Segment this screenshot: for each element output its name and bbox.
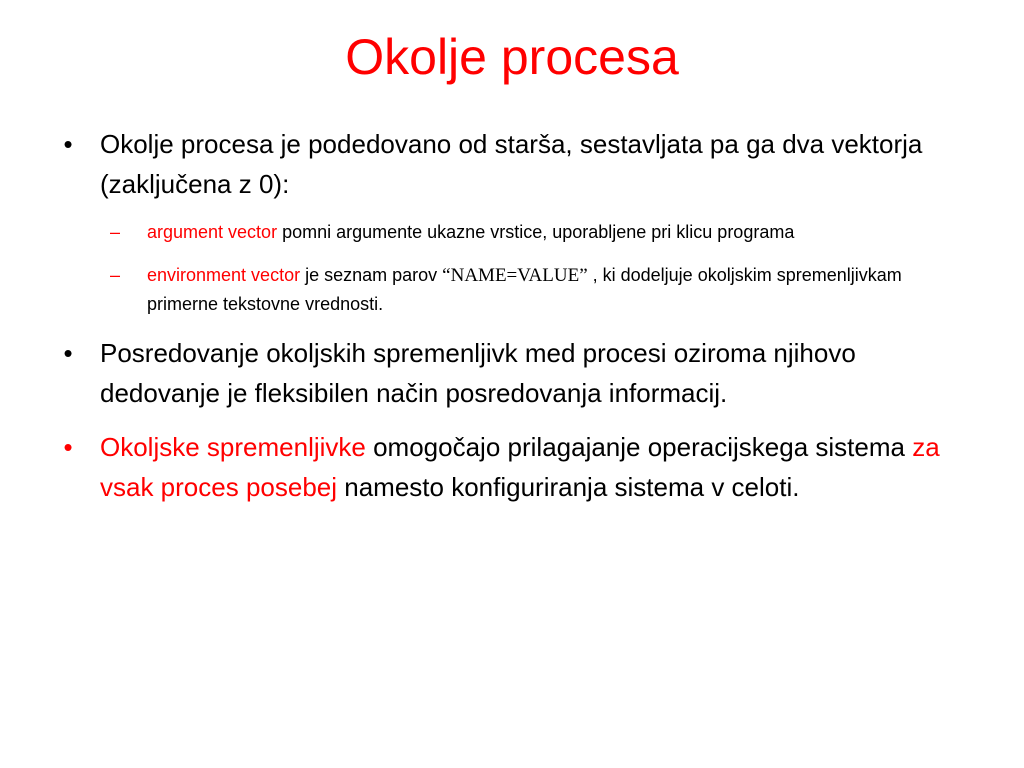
bullet-marker: • (63, 338, 73, 368)
sub-bullet-text-after: , ki dodeljuje okoljskim spremenljivkam primerne tekstovne vrednosti. (147, 265, 902, 314)
bullet-marker: • (63, 432, 73, 462)
bullet-process-environment (58, 124, 968, 204)
sub-bullet-list (58, 218, 968, 319)
bullet-environment-variables (58, 427, 968, 507)
bullet-text-part-2: namesto konfiguriranja sistema v celoti. (337, 472, 800, 502)
highlight-za-vsak-proces: za vsak proces posebej (100, 432, 940, 502)
bullet-text: Posredovanje okoljskih spremenljivk med procesi oziroma njihovo dedovanje je fleksibilen način posredovanja informacij. (100, 338, 856, 408)
sub-bullet-text-before: je seznam parov (305, 265, 443, 285)
term-environment-vector: environment vector (147, 265, 301, 285)
bullet-text-part-1: omogočajo prilagajanje operacijskega sistema (365, 432, 913, 462)
sub-bullet-marker: – (109, 222, 120, 242)
bullet-text: Okolje procesa je podedovano od starša, sestavljata pa ga dva vektorja (zaključena z 0): (100, 129, 923, 199)
sub-bullet-argument-vector (100, 218, 968, 247)
highlight-okoljske-spremenljivke: Okoljske spremenljivke (100, 432, 366, 462)
slide-title: Okolje procesa (345, 29, 679, 85)
sub-bullet-text: pomni argumente ukazne vrstice, uporabljene pri klicu programa (282, 222, 795, 242)
bullet-variable-passing (58, 333, 968, 413)
slide-content (58, 124, 968, 521)
name-value-code: “NAME=VALUE” (442, 265, 588, 286)
term-argument-vector: argument vector (147, 222, 278, 242)
sub-bullet-environment-vector (100, 261, 968, 319)
bullet-marker: • (63, 129, 73, 159)
sub-bullet-marker: – (109, 265, 120, 285)
